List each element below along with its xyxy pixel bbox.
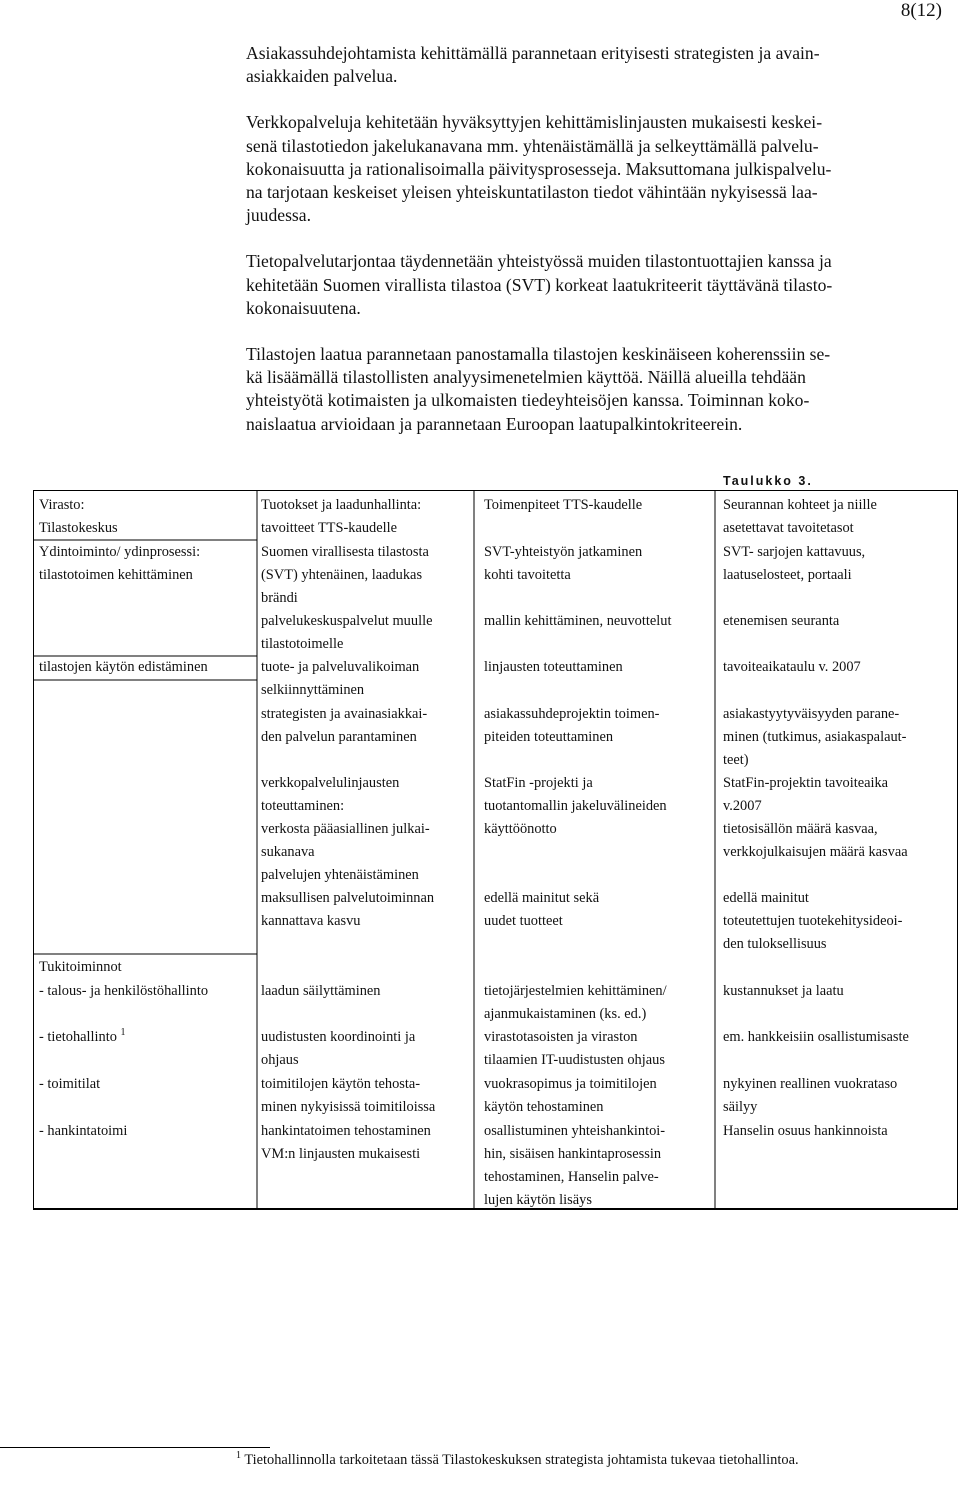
page-number: 8(12) (900, 0, 942, 21)
table-cell: StatFin-projektin tavoiteaika v.2007 tietosisällön määrä kasvaa, verkkojulkaisujen määrä kasvaa (723, 775, 908, 860)
table-cell: SVT- sarjojen kattavuus, laatuselosteet, portaali (723, 544, 866, 583)
table-cell: Ydintoiminto/ ydinprosessi: tilastotoimen kehittäminen (39, 544, 201, 583)
table-cell: Toimenpiteet TTS-kaudelle (484, 497, 643, 513)
paragraph: Verkkopalveluja kehitetään hyväksyttyjen kehittämislinjausten mukaisesti keskei- senä tilastotiedon jakelukanavana mm. yhtenäistämällä ja selkeyttämällä palvelu- kokonaisuutta ja rationalisoimalla päivitysprosesseja. Maksuttomana julkispalvelu- na tarjotaan keskeiset yleisen yhteiskuntatilaston tiedot vähintään nykyisessä laa- juudessa. (246, 112, 832, 226)
table-cell: edellä mainitut toteutettujen tuotekehitysideoi- den tuloksellisuus (723, 890, 903, 952)
table-cell: Suomen virallisesta tilastosta (SVT) yhtenäinen, laadukas brändi (261, 544, 429, 606)
table-cell: strategisten ja avainasiakkai- den palvelun parantaminen (261, 706, 428, 745)
table-cell: em. hankkeisiin osallistumisaste (723, 1029, 909, 1045)
table-cell: asiakastyytyväisyyden parane- minen (tutkimus, asiakaspalaut- teet) (723, 706, 907, 768)
table-cell: tietojärjestelmien kehittäminen/ ajanmukaistaminen (ks. ed.) (484, 983, 667, 1022)
paragraph: Tietopalvelutarjontaa täydennetään yhteistyössä muiden tilastontuottajien kanssa ja kehitetään Suomen virallista tilastoa (SVT) korkeat laatukriteerit täyttävänä tilasto- kokonaisuutena. (246, 251, 833, 318)
table-cell: tilastojen käytön edistäminen (39, 659, 208, 675)
table-cell: Seurannan kohteet ja niille asetettavat tavoitetasot (723, 497, 877, 536)
footnote-text: Tietohallinnolla tarkoitetaan tässä Tilastokeskuksen strategista johtamista tukevaa tietohallintoa. (244, 1452, 799, 1468)
table-cell: asiakassuhdeprojektin toimen- piteiden toteuttaminen (484, 706, 660, 745)
table-cell: uudistusten koordinointi ja ohjaus (261, 1029, 416, 1068)
footnote-divider (0, 1447, 270, 1448)
footnote (236, 1452, 799, 1469)
table-cell: osallistuminen yhteishankintoi- hin, sisäisen hankintaprosessin tehostaminen, Hanselin palve- lujen käytön lisäys (484, 1123, 666, 1208)
table-cell: virastotasoisten ja viraston tilaamien IT-uudistusten ohjaus (484, 1029, 665, 1068)
table-cell: StatFin -projekti ja tuotantomallin jakeluvälineiden käyttöönotto (484, 775, 667, 837)
table-cell: - toimitilat (39, 1076, 101, 1092)
table-cell: laadun säilyttäminen (261, 983, 381, 999)
table-cell: mallin kehittäminen, neuvottelut (484, 613, 672, 629)
table-cell: vuokrasopimus ja toimitilojen käytön tehostaminen (484, 1076, 657, 1115)
table-cell: toimitilojen käytön tehosta- minen nykyisissä toimitiloissa (261, 1076, 436, 1115)
table-cell: hankintatoimen tehostaminen VM:n linjausten mukaisesti (261, 1123, 431, 1162)
footnote-marker: 1 (120, 1027, 126, 1039)
table-cell: palvelukeskuspalvelut muulle tilastotoimelle (261, 613, 433, 652)
table-cell (39, 1026, 254, 1049)
table-cell: kustannukset ja laatu (723, 983, 844, 999)
table-caption: Taulukko 3. (723, 474, 813, 488)
table-cell: - talous- ja henkilöstöhallinto (39, 983, 209, 999)
table-cell: edellä mainitut sekä uudet tuotteet (484, 890, 600, 929)
table-cell: SVT-yhteistyön jatkaminen kohti tavoitetta (484, 544, 643, 583)
paragraph: Tilastojen laatua parannetaan panostamalla tilastojen keskinäiseen koherenssiin se- kä lisäämällä tilastollisten analyysimenetelmien käyttöä. Näillä alueilla tehdään yhteistyötä kotimaisten ja ulkomaisten tiedeyhteisöjen kanssa. Toiminnan koko- naislaatua arvioidaan ja parannetaan Euroopan laatupalkintokriteerein. (246, 344, 831, 434)
table-cell: Hanselin osuus hankinnoista (723, 1123, 888, 1139)
table-cell: Tuotokset ja laadunhallinta: tavoitteet TTS-kaudelle (261, 497, 422, 536)
table-cell: Virasto: Tilastokeskus (39, 497, 118, 536)
strategy-table (33, 490, 958, 1510)
table-cell: etenemisen seuranta (723, 613, 840, 629)
table-cell-text: - tietohallinto (39, 1029, 117, 1045)
table-cell: Tukitoiminnot (39, 959, 122, 975)
table-cell: nykyinen reallinen vuokrataso säilyy (723, 1076, 898, 1115)
table-cell: verkkopalvelulinjausten toteuttaminen: verkosta pääasiallinen julkai- sukanava palvelujen yhtenäistäminen (261, 775, 430, 883)
table-cell: maksullisen palvelutoiminnan kannattava kasvu (261, 890, 435, 929)
table-cell: tavoiteaikataulu v. 2007 (723, 659, 861, 675)
footnote-marker: 1 (236, 1450, 241, 1462)
table-cell: tuote- ja palveluvalikoiman selkiinnyttäminen (261, 659, 420, 698)
body-text (246, 42, 926, 459)
paragraph: Asiakassuhdejohtamista kehittämällä parannetaan erityisesti strategisten ja avain- asiakkaiden palvelua. (246, 43, 820, 87)
table-cell: - hankintatoimi (39, 1123, 128, 1139)
table-cell: linjausten toteuttaminen (484, 659, 623, 675)
